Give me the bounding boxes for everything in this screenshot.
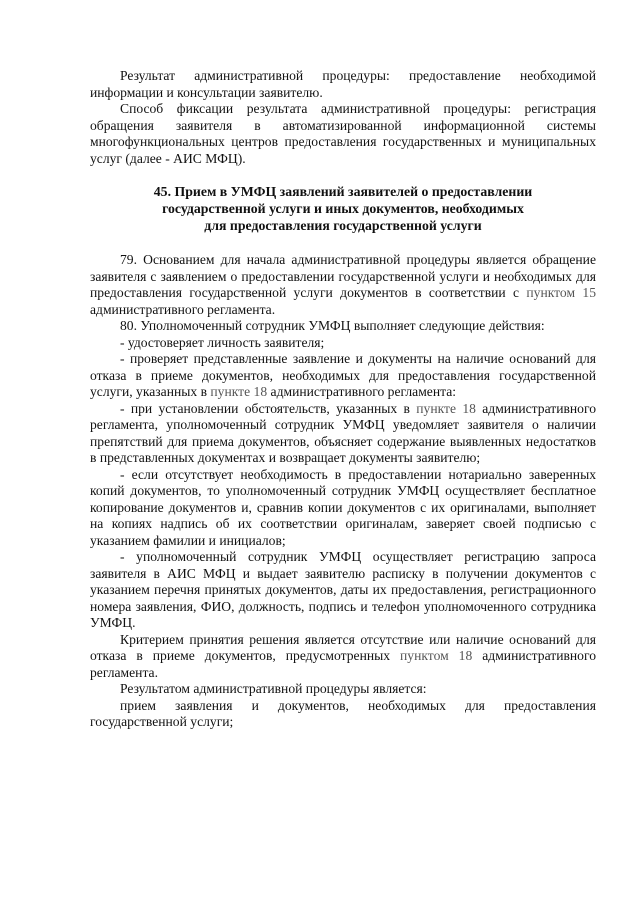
paragraph-fixation-method: Способ фиксации результата административной процедуры: регистрация обращения заявителя в автоматизированной информационной системы многофункциональных центров предоставления государственных и муниципальных услуг (далее - АИС МФЦ).: [90, 101, 596, 166]
text-run: административного регламента:: [267, 384, 457, 399]
paragraph-decision-criterion: [90, 632, 596, 682]
text-run: административного регламента, уполномоченный сотрудник УМФЦ уведомляет заявителя о наличии препятствий для приема документов, объясняет содержание выявленных недостатков в представленных документах и возвращает документы заявителю;: [90, 400, 596, 465]
paragraph-80: 80. Уполномоченный сотрудник УМФЦ выполняет следующие действия:: [120, 318, 545, 333]
section-heading-45: [90, 183, 596, 234]
reference-link-point-15[interactable]: пунктом 15: [526, 285, 596, 300]
text-run: административного регламента.: [90, 301, 276, 317]
heading-line: государственной услуги и иных документов, необходимых: [162, 201, 524, 216]
document-page: [90, 68, 596, 731]
heading-line: для предоставления государственной услуги: [204, 218, 482, 233]
text-run: Критерием принятия решения является отсутствие или наличие оснований для отказа в приеме документов, предусмотренных: [90, 631, 596, 663]
reference-link-point-18[interactable]: пункте 18: [210, 384, 268, 399]
reference-link-point-18[interactable]: пункте 18: [416, 400, 476, 416]
paragraph-result: Результат административной процедуры: предоставление необходимой информации и консультации заявителю.: [90, 68, 596, 100]
list-item-verify-identity: - удостоверяет личность заявителя;: [120, 334, 325, 350]
paragraph-result-intro: Результатом административной процедуры является:: [120, 681, 427, 696]
paragraph-result-item: прием заявления и документов, необходимых для предоставления государственной услуги;: [90, 697, 596, 729]
text-run: - при установлении обстоятельств, указанных в: [120, 400, 417, 416]
list-item-obstacles: [90, 401, 596, 467]
reference-link-point-18[interactable]: пунктом 18: [400, 648, 473, 663]
text-run: - проверяет представленные заявление и документы на наличие оснований для отказа в приеме документов, необходимых для предоставления государственной услуги, указанных в: [90, 351, 596, 399]
text-run: административного регламента.: [90, 648, 596, 680]
heading-line: 45. Прием в УМФЦ заявлений заявителей о предоставлении: [153, 184, 533, 199]
list-item-copying: - если отсутствует необходимость в предоставлении нотариально заверенных копий документов, то уполномоченный сотрудник УМФЦ осуществляет бесплатное копирование документов и, сравнив копии документов с их оригиналами, выполняет на копиях надпись об их соответствии оригиналам, заверяет своей подписью с указанием фамилии и инициалов;: [90, 466, 596, 548]
text-run: 79. Основанием для начала административной процедуры является обращение заявителя с заявлением о предоставлении государственной услуги и необходимых для предоставления государственной услуги документов в соответствии с: [90, 252, 596, 300]
paragraph-79: [90, 252, 596, 318]
list-item-check-documents: [90, 351, 596, 401]
list-item-registration: - уполномоченный сотрудник УМФЦ осуществляет регистрацию запроса заявителя в АИС МФЦ и выдает заявителю расписку в получении документов с указанием перечня принятых документов, даты их предоставления, регистрационного номера заявления, ФИО, должность, подпись и телефон уполномоченного сотрудника УМФЦ.: [90, 549, 596, 630]
